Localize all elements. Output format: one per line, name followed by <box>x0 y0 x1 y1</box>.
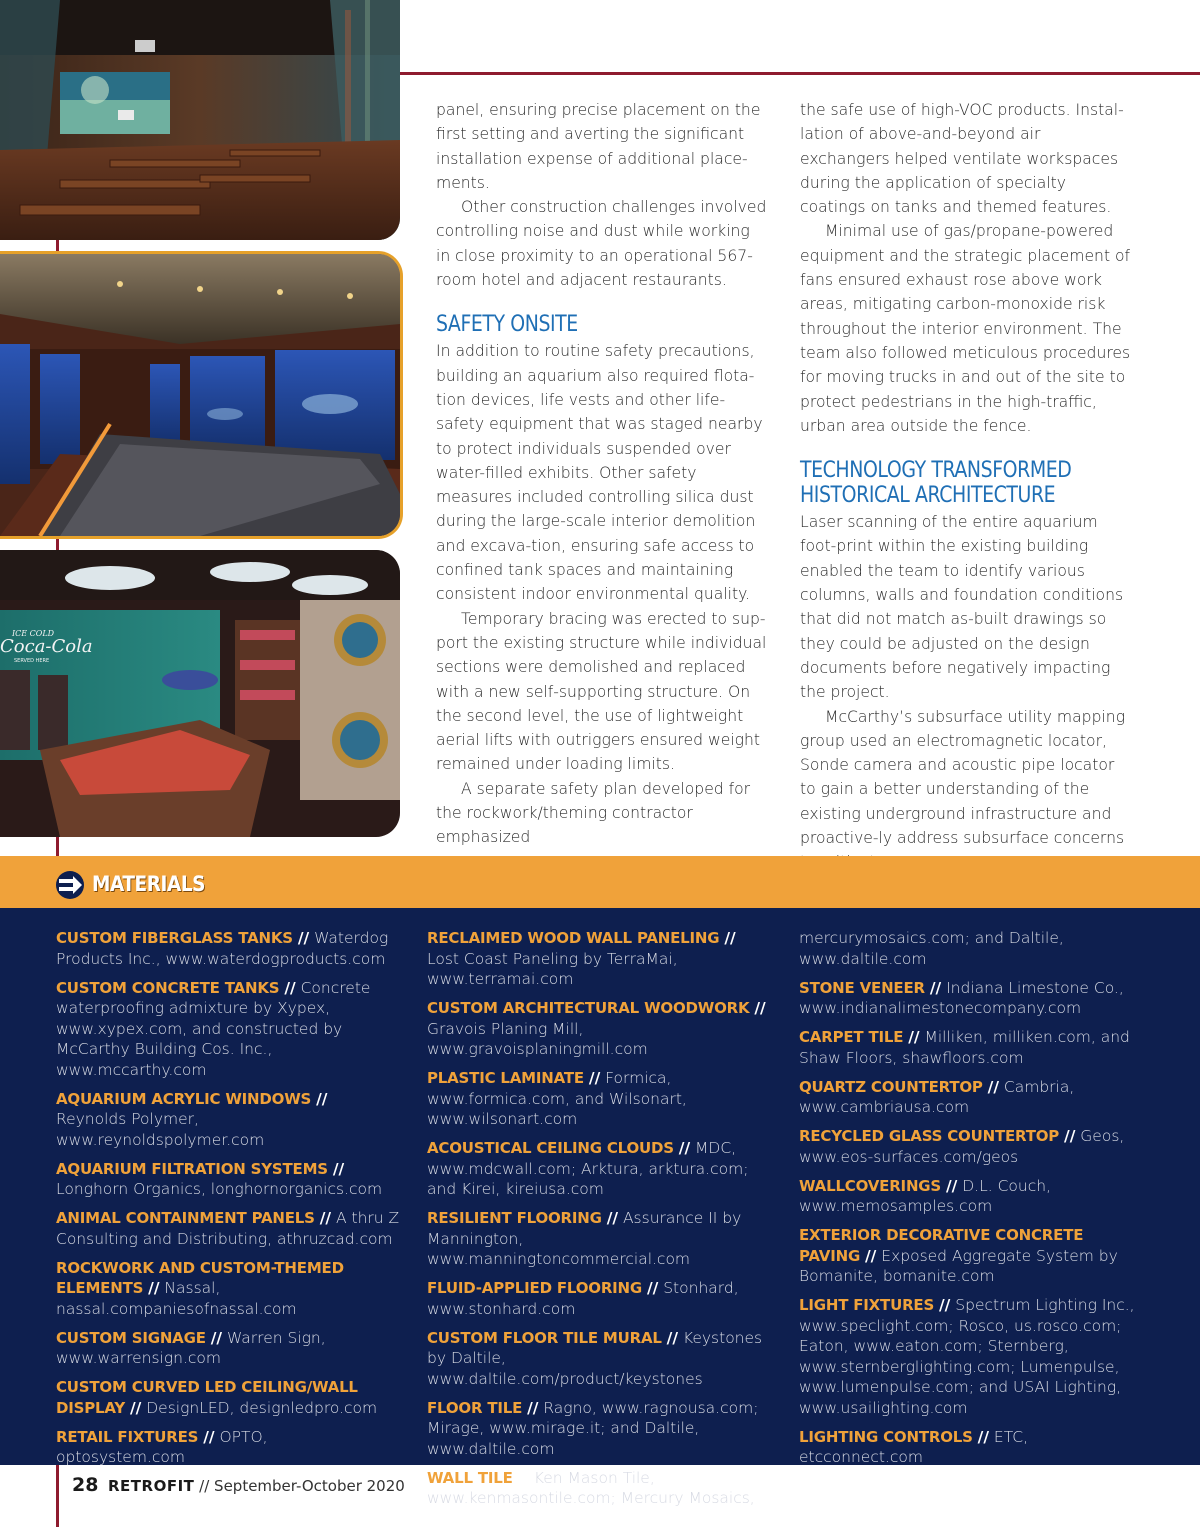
paragraph: In addition to routine safety precautions, building an aquarium also required flota-tion devices, life vests and other life-safety equipment that was staged nearby to protect individuals suspended over water-filled exhibits. Other safety measures included controlling silica dust during the large-scale interior demolition and excava-tion, ensuring safe access to confined tank spaces and maintaining consistent indoor environmental quality. <box>436 342 763 604</box>
materials-separator: // <box>945 1176 958 1195</box>
materials-separator: // <box>606 1209 619 1227</box>
materials-entry-label: PLASTIC LAMINATE <box>427 1069 584 1087</box>
materials-entry <box>799 1027 1144 1068</box>
paragraph: the safe use of high-VOC products. Instal-lation of above-and-beyond air exchangers helped ventilate workspaces during the application of specialty coatings on tanks and themed features. <box>800 101 1124 217</box>
materials-entry-label: CUSTOM CURVED LED CEILING/WALL DISPLAY <box>56 1378 358 1417</box>
materials-entry-text: Waterdog Products Inc., www.waterdogproducts.com <box>56 929 389 968</box>
materials-entry-text: OPTO, optosystem.com <box>56 1427 268 1466</box>
magazine-name: RETROFIT <box>108 1477 195 1495</box>
materials-entry-label: CUSTOM ARCHITECTURAL WOODWORK <box>427 999 750 1017</box>
materials-separator: // <box>297 929 310 947</box>
materials-entry-label: STONE VENEER <box>799 978 925 997</box>
heading-line: TECHNOLOGY TRANSFORMED <box>800 458 1072 484</box>
materials-entry <box>56 978 401 1081</box>
materials-entry-text: Ken Mason Tile, www.kenmasontile.com; Mercury Mosaics, <box>427 1468 755 1507</box>
materials-entry-text: D.L. Couch, www.memosamples.com <box>799 1176 1051 1215</box>
materials-entry-continued: mercurymosaics.com; and Daltile, www.daltile.com <box>799 929 1064 968</box>
materials-entry-text: Concrete waterproofing admixture by Xypex, www.xypex.com, and constructed by McCarthy Building Cos. Inc., www.mccarthy.com <box>56 978 371 1079</box>
sign-line-3: SERVED HERE <box>14 658 50 664</box>
materials-entry <box>799 1176 1144 1217</box>
materials-separator: // <box>865 1246 877 1265</box>
materials-entry <box>56 928 401 969</box>
materials-separator: // <box>332 1159 345 1178</box>
materials-entry-text: Ragno, www.ragnousa.com; Mirage, www.mirage.it; and Daltile, www.daltile.com <box>427 1398 759 1458</box>
materials-entry-label: AQUARIUM ACRYLIC WINDOWS <box>56 1089 312 1108</box>
materials-separator: // <box>987 1077 999 1096</box>
materials-title: MATERIALS <box>92 872 206 896</box>
materials-entry-label: FLUID-APPLIED FLOORING <box>427 1279 643 1297</box>
photo-gift-shop <box>0 550 400 837</box>
materials-entry-label: RECYCLED GLASS COUNTERTOP <box>799 1127 1060 1145</box>
materials-entry <box>427 1068 772 1130</box>
materials-separator: // <box>929 978 942 997</box>
materials-entry <box>56 1089 401 1151</box>
materials-separator: // <box>527 1398 539 1417</box>
section-heading-safety: SAFETY ONSITE <box>436 312 578 338</box>
article-column-left <box>436 98 768 850</box>
materials-entry-text: MDC, www.mdcwall.com; Arktura, arktura.com; and Kirei, kireiusa.com <box>427 1139 749 1198</box>
materials-separator: // <box>754 999 766 1017</box>
paragraph: Other construction challenges involved controlling noise and dust while working in close proximity to an operational 567-room hotel and adjacent restaurants. <box>436 198 767 290</box>
materials-entry-label: EXTERIOR DECORATIVE CONCRETE PAVING <box>799 1226 1084 1265</box>
page-number: 28 <box>72 1474 99 1496</box>
paragraph: Minimal use of gas/propane-powered equipment and the strategic placement of fans ensured exhaust rose above work areas, mitigating carbon-monoxide risk throughout the interior environment. The team also followed meticulous procedures for moving trucks in and out of the site to protect pedestrians in the high-traffic, urban area outside the fence. <box>800 222 1131 435</box>
materials-entry-label: LIGHTING CONTROLS <box>799 1427 973 1446</box>
materials-entry-text: Formica, www.formica.com, and Wilsonart, www.wilsonart.com <box>427 1069 687 1128</box>
materials-entry-label: RESILIENT FLOORING <box>427 1209 602 1227</box>
page-footer <box>72 1474 405 1496</box>
paragraph: Temporary bracing was erected to sup-port the existing structure while individual sections were demolished and replaced with a new self-supporting structure. On the second level, the use of lightweight aerial lifts with outriggers ensured weight remained under loading limits. <box>436 609 767 774</box>
materials-entry-text: Exposed Aggregate System by Bomanite, bomanite.com <box>799 1246 1118 1285</box>
materials-entry-label: ROCKWORK AND CUSTOM-THEMED ELEMENTS <box>56 1258 344 1297</box>
materials-separator: // <box>316 1089 328 1108</box>
materials-entry <box>56 1377 401 1418</box>
photo-theater <box>0 0 400 240</box>
materials-entry <box>427 1328 772 1390</box>
materials-separator: // <box>908 1028 920 1046</box>
materials-entry-text: A thru Z Consulting and Distributing, athruzcad.com <box>56 1209 400 1248</box>
article-column-right <box>800 98 1134 875</box>
materials-entry-text: Spectrum Lighting Inc., www.speclight.com; Rosco, us.rosco.com; Eaton, www.eaton.com; Sternberg, www.sternberglighting.com; Lumenpulse, www.lumenpulse.com; and USAI Lighting, www.usailighting.com <box>799 1296 1135 1417</box>
materials-entry <box>799 1126 1144 1167</box>
materials-entry <box>799 1077 1144 1118</box>
materials-entry-text: Nassal, nassal.companiesofnassal.com <box>56 1279 297 1318</box>
section-heading-technology <box>800 458 1135 508</box>
heading-line: HISTORICAL ARCHITECTURE <box>800 483 1056 509</box>
materials-entry-label: AQUARIUM FILTRATION SYSTEMS <box>56 1159 328 1178</box>
materials-entry-text: Cambria, www.cambriausa.com <box>799 1077 1075 1116</box>
materials-entry-text: Milliken, milliken.com, and Shaw Floors, shawfloors.com <box>799 1028 1130 1067</box>
materials-entry <box>427 1278 772 1319</box>
paragraph: A separate safety plan developed for the rockwork/theming contractor emphasized <box>436 779 751 847</box>
materials-entry-label: CUSTOM CONCRETE TANKS <box>56 978 280 997</box>
materials-entry-text: Lost Coast Paneling by TerraMai, www.terramai.com <box>427 949 678 988</box>
materials-separator: // <box>203 1427 215 1446</box>
materials-separator: // <box>588 1069 601 1087</box>
materials-entry-label: CUSTOM FIBERGLASS TANKS <box>56 929 293 947</box>
materials-entry <box>427 928 772 990</box>
materials-entry-label: LIGHT FIXTURES <box>799 1296 935 1314</box>
materials-column-2 <box>427 928 772 1517</box>
materials-entry-label: RECLAIMED WOOD WALL PANELING <box>427 929 720 947</box>
materials-entry-label: RETAIL FIXTURES <box>56 1427 199 1446</box>
materials-separator: // <box>319 1209 332 1227</box>
materials-entry-label: CARPET TILE <box>799 1028 904 1046</box>
materials-entry <box>56 1159 401 1200</box>
materials-entry-text: Reynolds Polymer, www.reynoldspolymer.com <box>56 1110 265 1149</box>
materials-entry-label: ANIMAL CONTAINMENT PANELS <box>56 1209 315 1227</box>
materials-separator: // <box>148 1279 160 1297</box>
materials-column-3 <box>799 928 1144 1476</box>
materials-entry-text: Assurance II by Mannington, www.manningtoncommercial.com <box>427 1209 742 1268</box>
arrow-circle-icon <box>54 869 86 901</box>
sign-line-2: Coca-Cola <box>0 636 93 657</box>
materials-column-1 <box>56 928 401 1476</box>
materials-entry-text: Geos, www.eos-surfaces.com/geos <box>799 1127 1125 1166</box>
materials-entry-text: ETC, etcconnect.com <box>799 1427 1029 1466</box>
materials-entry <box>427 1468 772 1509</box>
materials-entry-label: FLOOR TILE <box>427 1398 523 1417</box>
materials-entry-text: Indiana Limestone Co., www.indianalimestonecompany.com <box>799 978 1124 1017</box>
materials-entry-label: WALL TILE <box>427 1468 513 1487</box>
materials-entry <box>799 1295 1144 1418</box>
materials-entry-text: Longhorn Organics, longhornorganics.com <box>56 1180 383 1198</box>
materials-entry-text: DesignLED, designledpro.com <box>146 1398 378 1417</box>
materials-separator: // <box>517 1468 529 1487</box>
materials-entry-text: Gravois Planing Mill, www.gravoisplaningmill.com <box>427 1019 648 1058</box>
materials-entry-text: Stonhard, www.stonhard.com <box>427 1279 739 1318</box>
materials-entry <box>56 1208 401 1249</box>
top-accent-rule <box>400 72 1200 75</box>
photo-underwater-corridor <box>0 254 400 536</box>
materials-separator: // <box>939 1296 951 1314</box>
materials-entry-text: Keystones by Daltile, www.daltile.com/product/keystones <box>427 1328 763 1388</box>
materials-separator: // <box>666 1328 678 1347</box>
materials-separator: // <box>1064 1127 1076 1145</box>
materials-entry-label: ACOUSTICAL CEILING CLOUDS <box>427 1139 674 1157</box>
materials-entry <box>427 1208 772 1270</box>
materials-entry <box>56 1427 401 1468</box>
materials-entry <box>427 1138 772 1200</box>
materials-entry <box>56 1328 401 1369</box>
materials-entry <box>56 1258 401 1320</box>
materials-entry-label: QUARTZ COUNTERTOP <box>799 1077 983 1096</box>
materials-separator: // <box>129 1398 142 1417</box>
materials-entry <box>799 978 1144 1019</box>
materials-entry-label: CUSTOM SIGNAGE <box>56 1328 206 1347</box>
paragraph: panel, ensuring precise placement on the first setting and averting the significant installation expense of additional place-ments. <box>436 101 761 192</box>
materials-separator: // <box>678 1139 691 1157</box>
materials-entry <box>799 1225 1144 1287</box>
materials-separator: // <box>284 978 296 997</box>
materials-entry-text: Warren Sign, www.warrensign.com <box>56 1328 326 1367</box>
materials-entry <box>799 1427 1144 1468</box>
materials-separator: // <box>724 929 736 947</box>
sign-line-1: ICE COLD <box>12 629 55 638</box>
materials-separator: // <box>210 1328 223 1347</box>
materials-entry-label: WALLCOVERINGS <box>799 1176 942 1195</box>
materials-entry <box>427 1398 772 1460</box>
materials-entry-label: CUSTOM FLOOR TILE MURAL <box>427 1328 662 1347</box>
materials-separator: // <box>977 1427 989 1446</box>
issue-date: // September-October 2020 <box>199 1477 405 1495</box>
materials-entry <box>427 998 772 1060</box>
paragraph: Laser scanning of the entire aquarium foot-print within the existing building enabled the team to identify various columns, walls and foundation conditions that did not match as-built drawings so they could be adjusted on the design documents before negatively impacting the project. <box>800 513 1124 702</box>
paragraph: McCarthy’s subsurface utility mapping group used an electromagnetic locator, Sonde camera and acoustic pipe locator to gain a better understanding of the existing underground infrastructure and proactive-ly address subsurface concerns <box>800 707 1126 848</box>
materials-separator: // <box>646 1279 659 1297</box>
